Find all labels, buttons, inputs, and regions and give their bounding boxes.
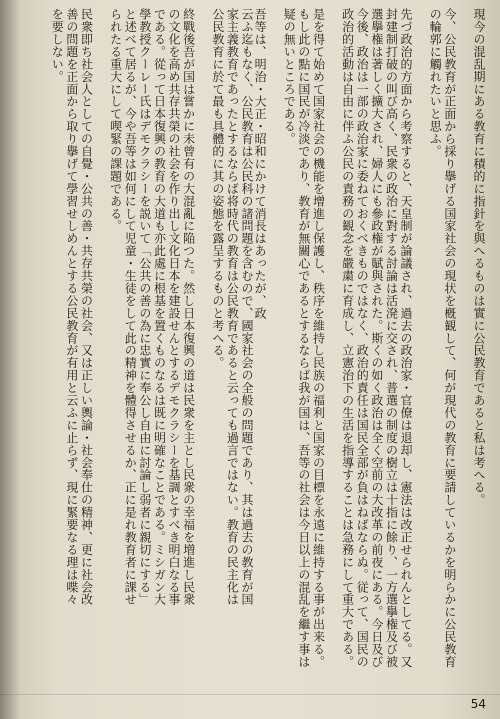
right-text-column: 現今の混乱期にある教育に積的に指針を與へるものは實に公民教育であると私は考へる。 今、公民教育が正面から採り擧げる国家社会の現状を槪観して、何が現代の教育に要請しているかを明らかに公民教育の輪郭に觸れたいと思ふ。 先づ政治的方面から考察すると、天皇制が論議され、過去の政治家・官僚は退却し、憲法は改正せられんとしてる。又封建制打破の叫び高く、民衆の政治に對する討論は活溌に交され、普選の制度の樹立は十指に餘り、一方選擧権及び被選擧権は著しく擴大され、婦人にも參政権が賦與された。斯くの如く政治は全く空前の大改革の前夜にある。今日及び今後、政治は一部の政治家に委ねておくべきものではなく、政治的責任は国民全部が負はねばならぬ。従って、国民の政治的活動は自由に伴ふ公民の責務の観念を嚴粛に育成し、立憲治下の生活を指導することは急務にして重大である。 是を得て始めて国家社会の機能を增進し保護し、秩序を維持し民族の福利と国家の目標を永遠に維持する事が出来る。もし此の點に国民が冷淡であり、教育が無關心であるとするならば我が国は、吾等の社会は今日以上の混乱を繼す事は疑の無いところである。 吾等は、明治・大正・昭和にかけて消長はあったが、政 [253,8,486,668]
left-text-column: 云ふ迄もなく、公民教育は公民科の諸問題を含むので、國家社会の全般の問題であり、其は過去の教育が国家主義教育であったとするならば将時代の教育は公民教育であると云っても過言ではない。教育の民主化は公民教育に於て最も具體的に其の姿態を露呈するものと考へる。 終戰後吾が国は嘗かに未曾有の大混亂に陥つた。然し日本復興の道は民衆を主とし民衆の幸福を増進し民衆の文化を高め共存共榮の社会を作り出し文化日本を建設せんとするデモクラシーを基調とすべき明白なる事である。從って日本復興の教育の大道も亦此處に根基を置くものなるは既に明確なことである。ミシガン大學教授クーレー氏はデモクラシーを説いて「公共の善の為に忠實に奉公し自由に討論し弱者に親切にする」と述べて居るが、今や吾等は如何にして児童・生徒をして此の精神を體得させるか、正に是れ教育者に課せられたる重大にして喫緊の課題である。 民衆即ち社会人としての自覺・公共の善・共存共榮の社会、又は正しい輿論・社会奉仕の精神、更に社会改善の問題を正面から取り擧げて學習せしめんとする公民教育が有用と云ふに止らず、現に緊要なる理は喋々を要しない。 [50,8,254,606]
page-number: 54 [470,697,486,711]
spine-shadow [0,0,20,719]
page-fold-line [0,694,500,695]
